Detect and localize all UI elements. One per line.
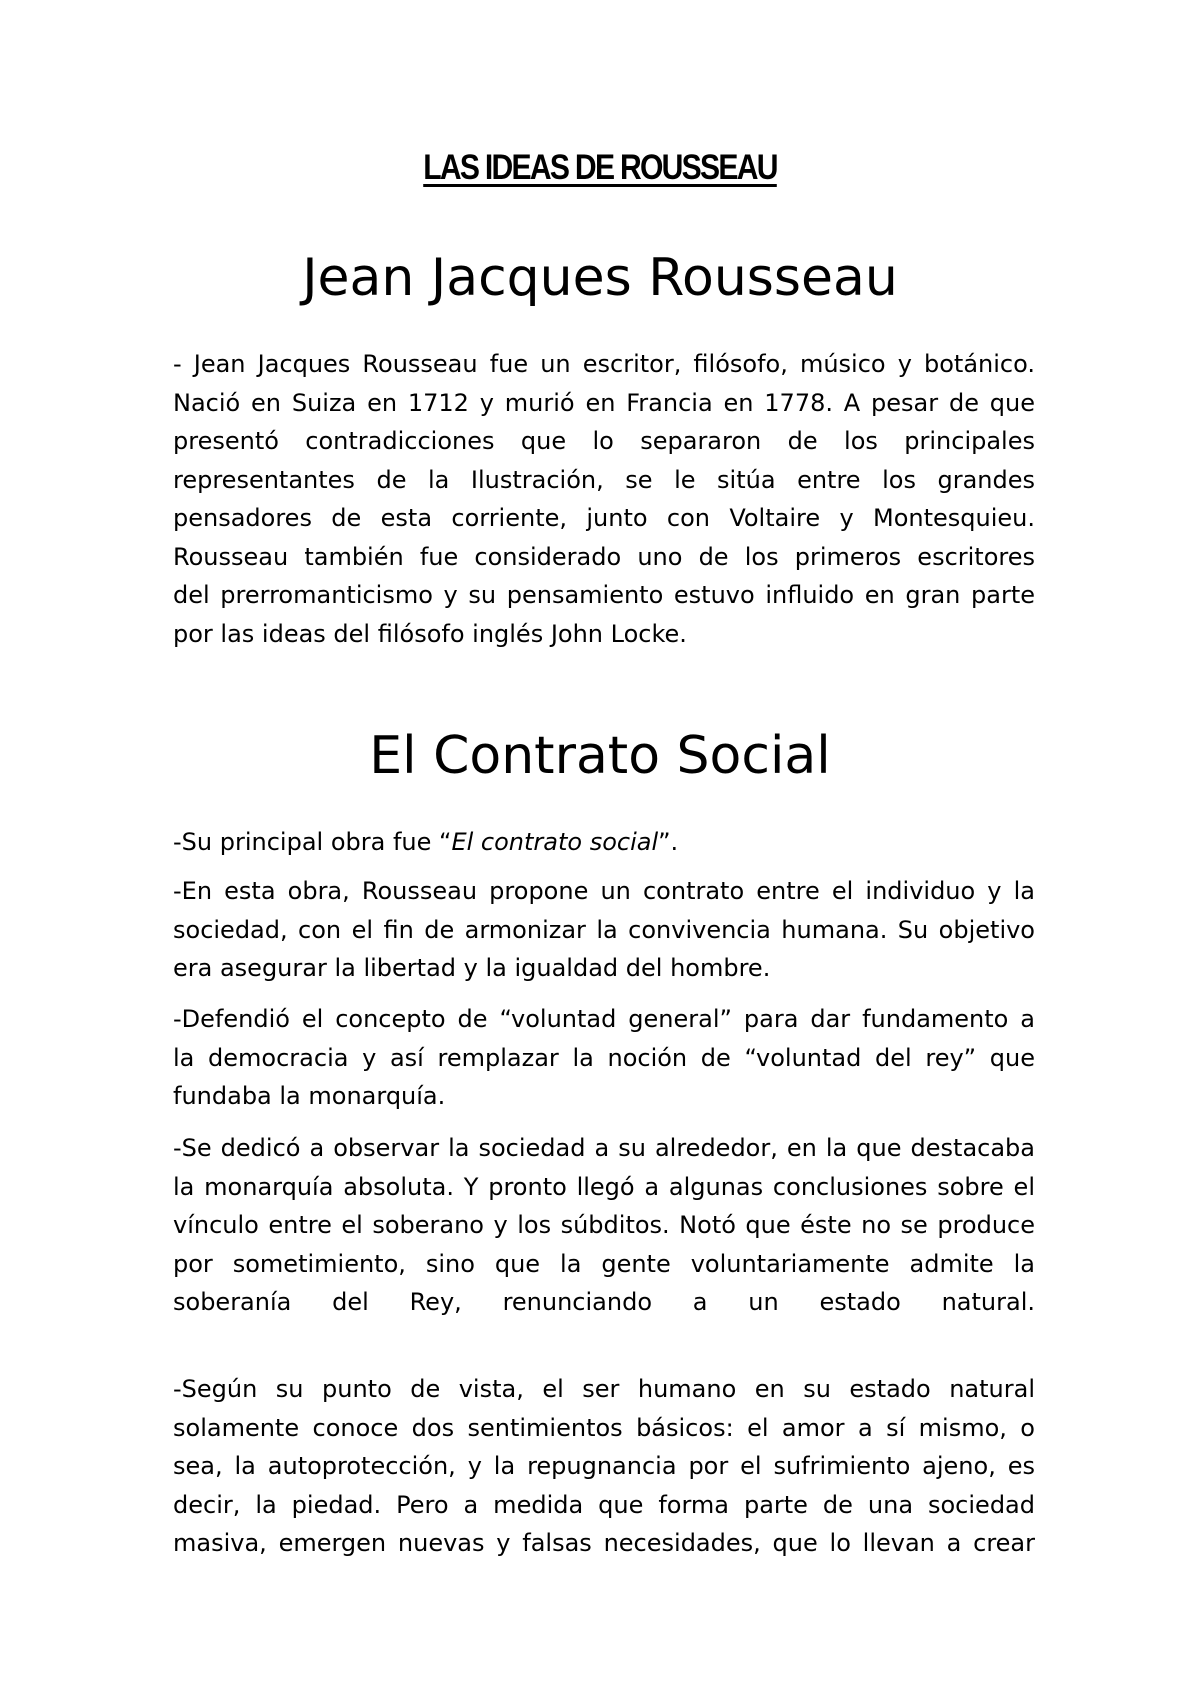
paragraph-line: -Defendió el concepto de “voluntad general” para dar fundamento a: [173, 1005, 1035, 1033]
text-suffix: ”.: [658, 828, 679, 856]
section-heading-rousseau: Jean Jacques Rousseau: [302, 248, 898, 308]
paragraph-contrato: [173, 872, 1035, 988]
paragraph-estado-natural: [173, 1370, 1035, 1563]
text-prefix: -Su principal obra fue “: [173, 828, 452, 856]
paragraph-line: presentó contradicciones que lo separaron de los principales: [173, 427, 1035, 455]
paragraph-line: decir, la piedad. Pero a medida que forma parte de una sociedad: [173, 1490, 1035, 1519]
paragraph-line: por las ideas del filósofo inglés John Locke.: [173, 619, 687, 648]
paragraph-line: la monarquía absoluta. Y pronto llegó a algunas conclusiones sobre el: [173, 1172, 1035, 1201]
paragraph-line: [173, 823, 1035, 862]
paragraph-voluntad-general: [173, 1000, 1035, 1116]
paragraph-observar-sociedad: [173, 1129, 1035, 1322]
paragraph-line: masiva, emergen nuevas y falsas necesidades, que lo llevan a crear: [173, 1529, 1035, 1557]
paragraph-line: por sometimiento, sino que la gente voluntariamente admite la: [173, 1249, 1035, 1278]
paragraph-line: pensadores de esta corriente, junto con Voltaire y Montesquieu.: [173, 504, 1035, 532]
paragraph-line: sea, la autoprotección, y la repugnancia por el sufrimiento ajeno, es: [173, 1452, 1035, 1480]
paragraph-line: representantes de la Ilustración, se le sitúa entre los grandes: [173, 465, 1035, 494]
paragraph-line: Rousseau también fue considerado uno de los primeros escritores: [173, 542, 1035, 571]
paragraph-line: la democracia y así remplazar la noción de “voluntad del rey” que: [173, 1043, 1035, 1072]
paragraph-line: solamente conoce dos sentimientos básicos: el amor a sí mismo, o: [173, 1413, 1035, 1442]
paragraph-line: -Según su punto de vista, el ser humano en su estado natural: [173, 1375, 1035, 1403]
document-title: LAS IDEAS DE ROUSSEAU: [423, 148, 777, 187]
biography-paragraph: [173, 345, 1035, 653]
paragraph-line: fundaba la monarquía.: [173, 1082, 446, 1110]
paragraph-line: sociedad, con el fin de armonizar la convivencia humana. Su objetivo: [173, 915, 1035, 944]
paragraph-principal-obra: [173, 823, 1035, 862]
paragraph-line: Nació en Suiza en 1712 y murió en Francia en 1778. A pesar de que: [173, 388, 1035, 417]
paragraph-line: del prerromanticismo y su pensamiento estuvo influido en gran parte: [173, 581, 1035, 609]
paragraph-line: - Jean Jacques Rousseau fue un escritor, filósofo, músico y botánico.: [173, 350, 1035, 378]
paragraph-line: vínculo entre el soberano y los súbditos. Notó que éste no se produce: [173, 1211, 1035, 1239]
paragraph-line: -Se dedicó a observar la sociedad a su alrededor, en la que destacaba: [173, 1134, 1035, 1162]
paragraph-line: soberanía del Rey, renunciando a un estado natural.: [173, 1288, 1035, 1316]
paragraph-line: -En esta obra, Rousseau propone un contrato entre el individuo y la: [173, 877, 1035, 905]
book-title-italic: El contrato social: [451, 828, 659, 856]
section-heading-contrato-social: El Contrato Social: [369, 726, 831, 786]
paragraph-line: era asegurar la libertad y la igualdad del hombre.: [173, 954, 771, 982]
